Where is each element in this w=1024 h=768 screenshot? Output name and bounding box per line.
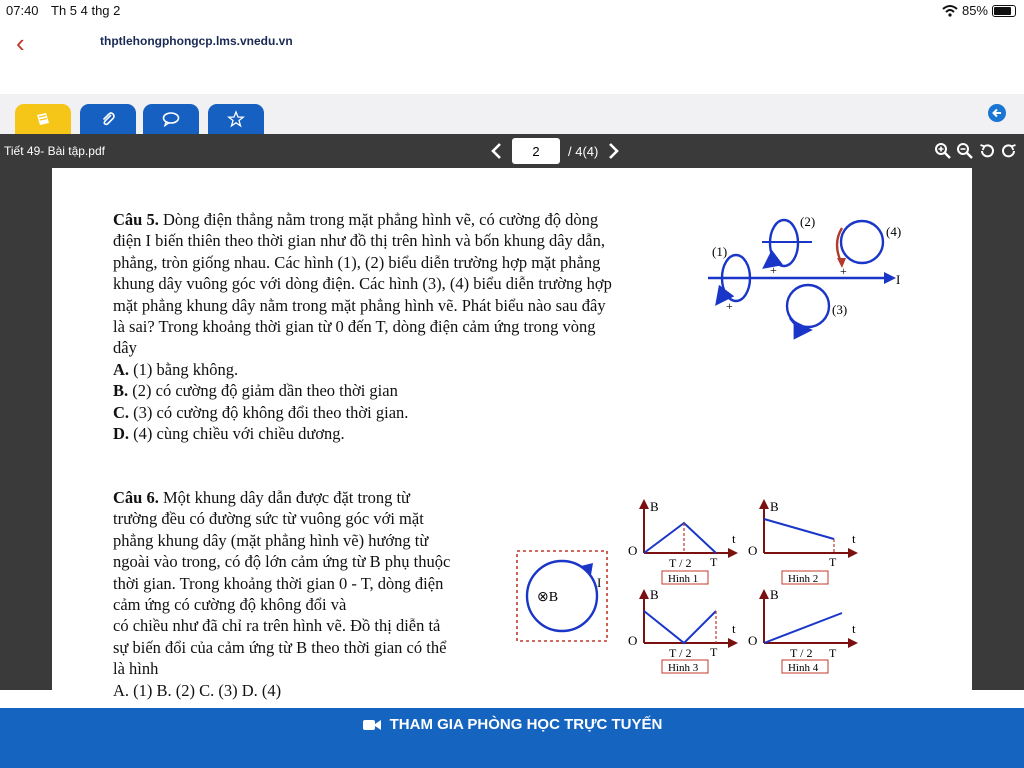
arrow-left-icon [991,107,1003,119]
graph-3-end: T [710,645,718,659]
tab-notebook[interactable] [15,104,71,134]
graph-1-caption: Hình 1 [668,573,699,585]
loop-2-plus: + [770,263,777,277]
q5-line: Dòng điện thẳng nằm trong mặt phẳng hình vẽ, có cường độ dòng [158,210,599,229]
graph-2-end: T [829,555,837,569]
q6-current-label: I [597,575,602,590]
video-camera-icon [362,718,382,732]
q6-line: phẳng khung dây (mặt phẳng hình vẽ) hướng từ [113,530,429,550]
q6-line: cảm ứng có cường độ không đổi và [113,595,347,615]
tab-favorites[interactable] [208,104,264,134]
star-icon [228,111,244,127]
blank-band [0,64,1024,94]
graph-1-half: T / 2 [669,556,692,570]
field-region [517,551,607,641]
q6-line: là hình [113,659,159,679]
graph-3 [628,587,738,674]
q5-title: Câu 5. [113,210,159,229]
field-label: ⊗B [537,590,559,605]
q5-option-c: C. (3) có cường độ không đổi theo thời gian. [113,402,409,422]
page-total: / 4(4) [568,143,599,159]
graph-4-half: T / 2 [790,646,813,660]
prev-page-icon[interactable] [490,142,504,160]
graph-2-axis-t: t [852,531,856,546]
loop-1-label: (1) [712,244,728,259]
graph-1-end: T [710,555,718,569]
page-number-input[interactable]: 2 [512,138,560,164]
graph-3-origin: O [628,633,638,648]
q5-option-a: A. (1) bằng không. [113,359,239,379]
q5-line: phẳng, tròn giống nhau. Các hình (1), (2) biểu diễn trường hợp mặt phẳng [113,252,601,272]
q5-line: mặt phẳng khung dây nằm trong mặt phẳng hình vẽ. Phát biểu nào sau đây [113,295,606,315]
pager [490,137,620,165]
q5-line: là sai? Trong khoảng thời gian từ 0 đến T, dòng điện cảm ứng trong vòng [113,317,596,337]
q6-loop-figure [515,549,611,645]
graph-4-caption: Hình 4 [788,662,819,674]
q6-line: Một khung dây dẫn được đặt trong từ [158,488,411,507]
current-label: I [896,272,901,287]
q5-line: dây [113,338,137,358]
question-5 [113,209,612,444]
q5-figure [702,206,912,336]
join-class-label: THAM GIA PHÒNG HỌC TRỰC TUYẾN [389,716,663,733]
q6-line: trường đều có đường sức từ vuông góc với mặt [113,509,424,529]
graph-4-axis-b: B [770,587,779,602]
battery-icon [992,5,1016,17]
status-bar [0,0,1024,22]
zoom-in-icon[interactable] [934,142,952,160]
graph-4-origin: O [748,633,758,648]
rotate-left-icon[interactable] [978,142,996,160]
loop-4 [841,221,883,263]
pdf-filename: Tiết 49- Bài tập.pdf [4,144,105,158]
q6-line: thời gian. Trong khoảng thời gian 0 - T, dòng điện [113,573,444,593]
loop-4-label: (4) [886,224,902,239]
rotate-right-icon[interactable] [1000,142,1018,160]
q6-answers: A. (1) B. (2) C. (3) D. (4) [113,680,282,700]
graph-3-caption: Hình 3 [668,662,699,674]
paperclip-icon [100,111,116,127]
q5-option-d: D. (4) cùng chiều với chiều dương. [113,424,345,444]
chat-icon [162,112,180,126]
back-circle-button[interactable] [988,104,1006,122]
graph-3-axis-t: t [732,621,736,636]
graph-4 [748,587,858,674]
graph-3-half: T / 2 [669,646,692,660]
status-time: 07:40 [6,3,39,18]
tab-attachments[interactable] [80,104,136,134]
graph-2-axis-b: B [770,499,779,514]
loop-3-label: (3) [832,302,848,317]
page-url: thptlehongphongcp.lms.vnedu.vn [100,34,293,48]
tab-chat[interactable] [143,104,199,134]
graph-4-end: T [829,646,837,660]
q5-line: điện I biến thiên theo thời gian như đồ thị trên hình và bốn khung dây dẫn, [113,231,605,251]
graph-1 [628,499,738,585]
pdf-viewer[interactable] [0,168,1024,700]
graph-4-axis-t: t [852,621,856,636]
wifi-icon [942,5,958,17]
graph-1-axis-b: B [650,499,659,514]
graph-2 [748,499,858,585]
pdf-toolbar [0,134,1024,168]
q6-title: Câu 6. [113,488,159,507]
battery-percent: 85% [961,3,988,18]
q6-line: có chiều như đã chỉ ra trên hình vẽ. Đồ thị diễn tả [113,616,441,636]
graph-3-axis-b: B [650,587,659,602]
q6-line: sự biến đổi của cảm ứng từ B theo thời gian có thể [113,637,447,657]
loop-4-plus: + [840,264,847,278]
back-chevron-icon[interactable]: ‹ [16,28,25,58]
graph-2-origin: O [748,543,758,558]
graph-2-caption: Hình 2 [788,573,819,585]
pdf-page [52,168,972,700]
join-online-class-button[interactable] [0,708,1024,768]
graph-1-axis-t: t [732,531,736,546]
zoom-out-icon[interactable] [956,142,974,160]
viewer-tools [934,142,1018,160]
notebook-icon [35,112,51,126]
next-page-icon[interactable] [606,142,620,160]
q6-line: ngoài vào trong, có độ lớn cảm ứng từ B phụ thuộc [113,552,451,572]
browser-bar [0,22,1024,64]
q5-line: khung dây vuông góc với dòng điện. Các hình (3), (4) biểu diễn trường hợp [113,274,612,294]
status-date: Th 5 4 thg 2 [51,3,121,18]
tool-tabs [0,94,1024,134]
graph-1-origin: O [628,543,638,558]
q6-graphs [624,495,864,677]
question-6 [113,487,450,701]
q5-option-b: B. (2) có cường độ giảm dần theo thời gian [113,381,398,401]
loop-1-plus: + [726,299,733,313]
loop-2-label: (2) [800,214,816,229]
